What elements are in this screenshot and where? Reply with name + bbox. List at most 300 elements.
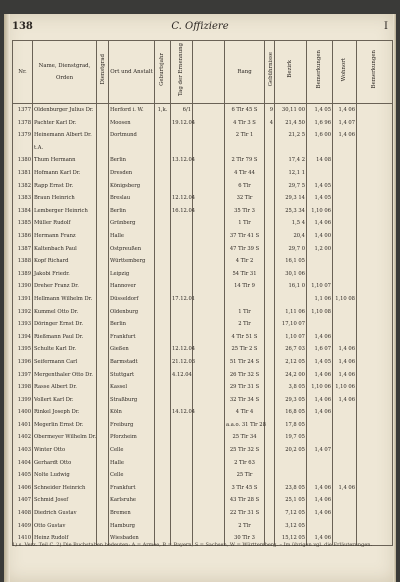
cell-pay — [265, 457, 275, 470]
cell-no: 1394 — [13, 331, 33, 344]
cell-date — [171, 482, 193, 495]
table-row — [13, 406, 393, 419]
cell-dist: 1,5 4 — [275, 217, 307, 230]
cell-res — [333, 205, 357, 218]
cell-rem2 — [357, 482, 393, 495]
cell-rem2 — [357, 431, 393, 444]
cell-name: Gerhardt Otto — [33, 457, 97, 470]
cell-rem: 1,4 07 — [307, 444, 333, 457]
cell-name: Heinz Rudolf — [33, 532, 97, 545]
cell-blank — [193, 180, 225, 193]
page-number: 138 — [12, 21, 33, 32]
cell-dist: 15,12 05 — [275, 532, 307, 545]
cell-blank — [193, 419, 225, 432]
cell-rnk: 2 Tlr — [225, 318, 265, 331]
cell-rem — [307, 431, 333, 444]
cell-res: 1,4 06 — [333, 368, 357, 381]
cell-pay — [265, 356, 275, 369]
cell-res — [333, 167, 357, 180]
cell-name: Obermeyer Wilhelm Dr. — [33, 431, 97, 444]
cell-blank — [193, 104, 225, 117]
cell-dist: 7,12 05 — [275, 507, 307, 520]
cell-place: Königsberg — [109, 180, 155, 193]
cell-blank — [193, 217, 225, 230]
cell-rnk: 3 Tlr 45 S — [225, 482, 265, 495]
cell-rnk: 2 Tlr 63 — [225, 457, 265, 470]
cell-date — [171, 331, 193, 344]
table-row — [13, 268, 393, 281]
cell-dist: 25,1 05 — [275, 494, 307, 507]
cell-rnk: 2 Tlr 79 S — [225, 154, 265, 167]
cell-dist: 17,4 2 — [275, 154, 307, 167]
cell-place: Moosen — [109, 117, 155, 130]
cell-res — [333, 306, 357, 319]
cell-year — [155, 444, 171, 457]
cell-rem2 — [357, 406, 393, 419]
table-row — [13, 331, 393, 344]
cell-rem: 1,4 05 — [307, 180, 333, 193]
cell-rem2 — [357, 142, 393, 155]
cell-rem — [307, 520, 333, 533]
cell-res: 1,4 06 — [333, 129, 357, 142]
cell-rem2 — [357, 217, 393, 230]
cell-rem — [307, 268, 333, 281]
cell-blank — [193, 444, 225, 457]
cell-rem — [307, 457, 333, 470]
cell-res — [333, 142, 357, 155]
cell-blank — [193, 205, 225, 218]
cell-res: 1,4 06 — [333, 356, 357, 369]
cell-pay — [265, 217, 275, 230]
cell-pay — [265, 306, 275, 319]
cell-rank — [97, 293, 109, 306]
cell-rank — [97, 419, 109, 432]
cell-place: Ostpreußen — [109, 243, 155, 256]
cell-place: Straßburg — [109, 394, 155, 407]
cell-name: Rapp Ernst Dr. — [33, 180, 97, 193]
cell-blank — [193, 293, 225, 306]
cell-dist: 29,7 5 — [275, 180, 307, 193]
cell-place: Wiesbaden — [109, 532, 155, 545]
cell-year — [155, 192, 171, 205]
cell-place: Halle — [109, 457, 155, 470]
cell-dist — [275, 293, 307, 306]
cell-rank — [97, 368, 109, 381]
cell-year — [155, 406, 171, 419]
cell-no: 1383 — [13, 192, 33, 205]
cell-blank — [193, 129, 225, 142]
cell-rem: 1,4 05 — [307, 356, 333, 369]
table-row — [13, 444, 393, 457]
cell-year — [155, 180, 171, 193]
cell-no: 1405 — [13, 469, 33, 482]
cell-date — [171, 381, 193, 394]
cell-rank — [97, 394, 109, 407]
cell-rem — [307, 142, 333, 155]
cell-name: Rasse Albert Dr. — [33, 381, 97, 394]
cell-rem: 1,4 06 — [307, 532, 333, 545]
cell-rank — [97, 117, 109, 130]
cell-rank — [97, 255, 109, 268]
cell-no: 1377 — [13, 104, 33, 117]
cell-place: Hamburg — [109, 520, 155, 533]
cell-rem2 — [357, 293, 393, 306]
cell-name: Hermann Franz — [33, 230, 97, 243]
cell-date: 4.12.04 — [171, 368, 193, 381]
table-row — [13, 356, 393, 369]
cell-place: Leipzig — [109, 268, 155, 281]
cell-dist: 29,3 05 — [275, 394, 307, 407]
cell-place — [109, 142, 155, 155]
table-header-row — [13, 41, 393, 104]
cell-year — [155, 331, 171, 344]
table-row — [13, 154, 393, 167]
cell-place: Freiburg — [109, 419, 155, 432]
cell-date — [171, 520, 193, 533]
cell-dist: 20,2 05 — [275, 444, 307, 457]
cell-rem2 — [357, 192, 393, 205]
cell-dist: 23,8 05 — [275, 482, 307, 495]
table-row — [13, 104, 393, 117]
cell-place: Hannover — [109, 280, 155, 293]
cell-rnk — [225, 142, 265, 155]
page-spine-shadow — [4, 14, 10, 582]
col-header: Nr. — [13, 41, 33, 104]
cell-rank — [97, 356, 109, 369]
cell-year — [155, 217, 171, 230]
cell-rem: 1,4 06 — [307, 368, 333, 381]
cell-pay — [265, 192, 275, 205]
cell-rem: 1,4 06 — [307, 494, 333, 507]
cell-no: 1379 — [13, 129, 33, 142]
table-body — [13, 104, 393, 546]
cell-rank — [97, 205, 109, 218]
cell-rem — [307, 419, 333, 432]
cell-date — [171, 507, 193, 520]
table-row — [13, 243, 393, 256]
cell-place: Breslau — [109, 192, 155, 205]
cell-rnk: 29 Tlr 31 S — [225, 381, 265, 394]
cell-rnk: 30 Tlr 3 — [225, 532, 265, 545]
cell-res — [333, 230, 357, 243]
cell-date — [171, 394, 193, 407]
cell-dist: 12,1 1 — [275, 167, 307, 180]
cell-rem: 14 08 — [307, 154, 333, 167]
cell-rank — [97, 180, 109, 193]
table-row — [13, 419, 393, 432]
cell-dist: 3,12 05 — [275, 520, 307, 533]
cell-place: Celle — [109, 469, 155, 482]
table-row — [13, 482, 393, 495]
cell-rank — [97, 406, 109, 419]
cell-year — [155, 142, 171, 155]
cell-no: 1384 — [13, 205, 33, 218]
cell-dist: 16,1 0 — [275, 280, 307, 293]
cell-pay — [265, 318, 275, 331]
cell-date — [171, 280, 193, 293]
cell-pay — [265, 520, 275, 533]
cell-res: 1,4 06 — [333, 394, 357, 407]
cell-name: Vollert Karl Dr. — [33, 394, 97, 407]
table-row — [13, 129, 393, 142]
cell-year — [155, 243, 171, 256]
cell-dist: 16,8 05 — [275, 406, 307, 419]
cell-place: Karlsruhe — [109, 494, 155, 507]
cell-rem2 — [357, 280, 393, 293]
cell-res — [333, 507, 357, 520]
cell-year — [155, 117, 171, 130]
col-header: Bemerkungen — [357, 41, 393, 104]
table-row — [13, 520, 393, 533]
cell-date — [171, 255, 193, 268]
cell-rem — [307, 167, 333, 180]
cell-res — [333, 406, 357, 419]
cell-name: Thum Hermann — [33, 154, 97, 167]
cell-dist: 26,7 03 — [275, 343, 307, 356]
cell-year — [155, 205, 171, 218]
cell-no: 1398 — [13, 381, 33, 394]
cell-date — [171, 457, 193, 470]
cell-blank — [193, 154, 225, 167]
cell-rnk: 32 Tlr 34 S — [225, 394, 265, 407]
table-row — [13, 306, 393, 319]
cell-no: 1409 — [13, 520, 33, 533]
cell-dist: 1,11 06 — [275, 306, 307, 319]
cell-place: Berlin — [109, 205, 155, 218]
cell-rem2 — [357, 154, 393, 167]
cell-date: 21.12.03 — [171, 356, 193, 369]
cell-rnk: 2 Tlr 1 — [225, 129, 265, 142]
cell-pay — [265, 507, 275, 520]
cell-res — [333, 419, 357, 432]
cell-name: Oldenburger Julius Dr. — [33, 104, 97, 117]
cell-name: Schulte Karl Dr. — [33, 343, 97, 356]
cell-rank — [97, 520, 109, 533]
table-row — [13, 469, 393, 482]
cell-rem: 1,4 06 — [307, 406, 333, 419]
cell-no: 1404 — [13, 457, 33, 470]
cell-res — [333, 180, 357, 193]
cell-rem: 1,6 07 — [307, 343, 333, 356]
cell-rnk: 25 Tlr 32 S — [225, 444, 265, 457]
cell-date — [171, 217, 193, 230]
cell-rem2 — [357, 343, 393, 356]
cell-rank — [97, 306, 109, 319]
cell-date — [171, 243, 193, 256]
cell-rem2 — [357, 381, 393, 394]
cell-year — [155, 394, 171, 407]
table-row — [13, 205, 393, 218]
col-header: Bemerkungen — [307, 41, 333, 104]
cell-rem: 1,10 06 — [307, 205, 333, 218]
cell-year — [155, 419, 171, 432]
cell-name: Seifermann Carl — [33, 356, 97, 369]
cell-year — [155, 520, 171, 533]
cell-dist — [275, 469, 307, 482]
col-header: Bezirk — [275, 41, 307, 104]
cell-rnk — [225, 293, 265, 306]
cell-no: 1410 — [13, 532, 33, 545]
table-row — [13, 343, 393, 356]
cell-dist: 21,4 50 — [275, 117, 307, 130]
col-header: Ort und Anstalt — [109, 41, 155, 104]
cell-date — [171, 306, 193, 319]
cell-date — [171, 129, 193, 142]
cell-no: 1403 — [13, 444, 33, 457]
table-row — [13, 507, 393, 520]
cell-place: Berlin — [109, 154, 155, 167]
cell-res — [333, 268, 357, 281]
cell-dist: 16,1 05 — [275, 255, 307, 268]
cell-rem2 — [357, 356, 393, 369]
col-header: Wohnort — [333, 41, 357, 104]
cell-year — [155, 129, 171, 142]
cell-rem2 — [357, 507, 393, 520]
table-row — [13, 394, 393, 407]
cell-pay — [265, 180, 275, 193]
cell-name: Kaltenbach Paul — [33, 243, 97, 256]
cell-rank — [97, 280, 109, 293]
cell-rem — [307, 255, 333, 268]
cell-date — [171, 268, 193, 281]
cell-rem2 — [357, 255, 393, 268]
cell-pay — [265, 205, 275, 218]
cell-res — [333, 318, 357, 331]
table-row — [13, 494, 393, 507]
cell-rem: 1,1 06 — [307, 293, 333, 306]
cell-year — [155, 306, 171, 319]
cell-name: Schneider Heinrich — [33, 482, 97, 495]
cell-no: 1396 — [13, 356, 33, 369]
cell-pay: 4 — [265, 117, 275, 130]
cell-no: 1385 — [13, 217, 33, 230]
table-row — [13, 217, 393, 230]
cell-rnk: 47 Tlr 39 S — [225, 243, 265, 256]
cell-name: Pachter Karl Dr. — [33, 117, 97, 130]
cell-blank — [193, 243, 225, 256]
col-header: Geburtsjahr — [155, 41, 171, 104]
cell-year — [155, 230, 171, 243]
cell-place: Grünberg — [109, 217, 155, 230]
cell-rem2 — [357, 494, 393, 507]
cell-no: 1393 — [13, 318, 33, 331]
col-header: Rang — [225, 41, 265, 104]
cell-blank — [193, 381, 225, 394]
cell-blank — [193, 368, 225, 381]
cell-rnk: 4 Tlr 2 — [225, 255, 265, 268]
table-row — [13, 117, 393, 130]
cell-rem2 — [357, 419, 393, 432]
cell-rnk: 32 Tlr — [225, 192, 265, 205]
cell-rnk: 4 Tlr 3 S — [225, 117, 265, 130]
cell-pay — [265, 482, 275, 495]
cell-rem: 1,4 05 — [307, 192, 333, 205]
cell-rem2 — [357, 368, 393, 381]
cell-place: Pforzheim — [109, 431, 155, 444]
cell-dist — [275, 142, 307, 155]
cell-year — [155, 318, 171, 331]
table-row — [13, 368, 393, 381]
col-header — [193, 41, 225, 104]
cell-place: Frankfurt — [109, 482, 155, 495]
cell-dist: 2,12 05 — [275, 356, 307, 369]
cell-dist: 3,8 05 — [275, 381, 307, 394]
cell-res — [333, 217, 357, 230]
cell-rank — [97, 104, 109, 117]
cell-dist: 17,10 07 — [275, 318, 307, 331]
cell-name: Dreher Franz Dr. — [33, 280, 97, 293]
table-row — [13, 167, 393, 180]
cell-blank — [193, 343, 225, 356]
cell-no — [13, 142, 33, 155]
cell-no: 1382 — [13, 180, 33, 193]
cell-pay — [265, 230, 275, 243]
cell-rem: 1,10 07 — [307, 280, 333, 293]
cell-res — [333, 192, 357, 205]
cell-date: 14.12.04 — [171, 406, 193, 419]
cell-date: 12.12.04 — [171, 343, 193, 356]
cell-blank — [193, 431, 225, 444]
cell-rank — [97, 482, 109, 495]
cell-rem: 1,4 05 — [307, 104, 333, 117]
table-row — [13, 230, 393, 243]
cell-blank — [193, 520, 225, 533]
cell-res — [333, 494, 357, 507]
cell-pay — [265, 331, 275, 344]
cell-rem: 1,4 00 — [307, 230, 333, 243]
cell-pay — [265, 494, 275, 507]
cell-rem2 — [357, 180, 393, 193]
cell-year — [155, 494, 171, 507]
cell-no: 1402 — [13, 431, 33, 444]
cell-date — [171, 469, 193, 482]
cell-date: 19.12.04 — [171, 117, 193, 130]
cell-no: 1390 — [13, 280, 33, 293]
cell-no: 1391 — [13, 293, 33, 306]
cell-pay — [265, 343, 275, 356]
cell-rank — [97, 217, 109, 230]
cell-year — [155, 368, 171, 381]
cell-rem2 — [357, 306, 393, 319]
cell-rank — [97, 142, 109, 155]
cell-rem: 1,4 06 — [307, 507, 333, 520]
cell-pay — [265, 154, 275, 167]
table-row — [13, 293, 393, 306]
cell-rem2 — [357, 331, 393, 344]
cell-no: 1407 — [13, 494, 33, 507]
table-row — [13, 280, 393, 293]
cell-pay — [265, 406, 275, 419]
cell-pay — [265, 255, 275, 268]
cell-year — [155, 469, 171, 482]
cell-dist: 21,2 5 — [275, 129, 307, 142]
cell-res — [333, 469, 357, 482]
cell-rnk: 26 Tlr 32 S — [225, 368, 265, 381]
cell-name: Jakobi Friedr. — [33, 268, 97, 281]
cell-place: Württemberg — [109, 255, 155, 268]
cell-name: Döringer Ernst Dr. — [33, 318, 97, 331]
cell-date — [171, 419, 193, 432]
header-right-mark: I — [384, 21, 388, 32]
cell-rem2 — [357, 520, 393, 533]
cell-dist: 29,7 0 — [275, 243, 307, 256]
cell-rank — [97, 129, 109, 142]
cell-rank — [97, 167, 109, 180]
cell-rnk: 25 Tlr — [225, 469, 265, 482]
document-page — [4, 14, 396, 582]
cell-year — [155, 293, 171, 306]
cell-rnk: 51 Tlr 24 S — [225, 356, 265, 369]
